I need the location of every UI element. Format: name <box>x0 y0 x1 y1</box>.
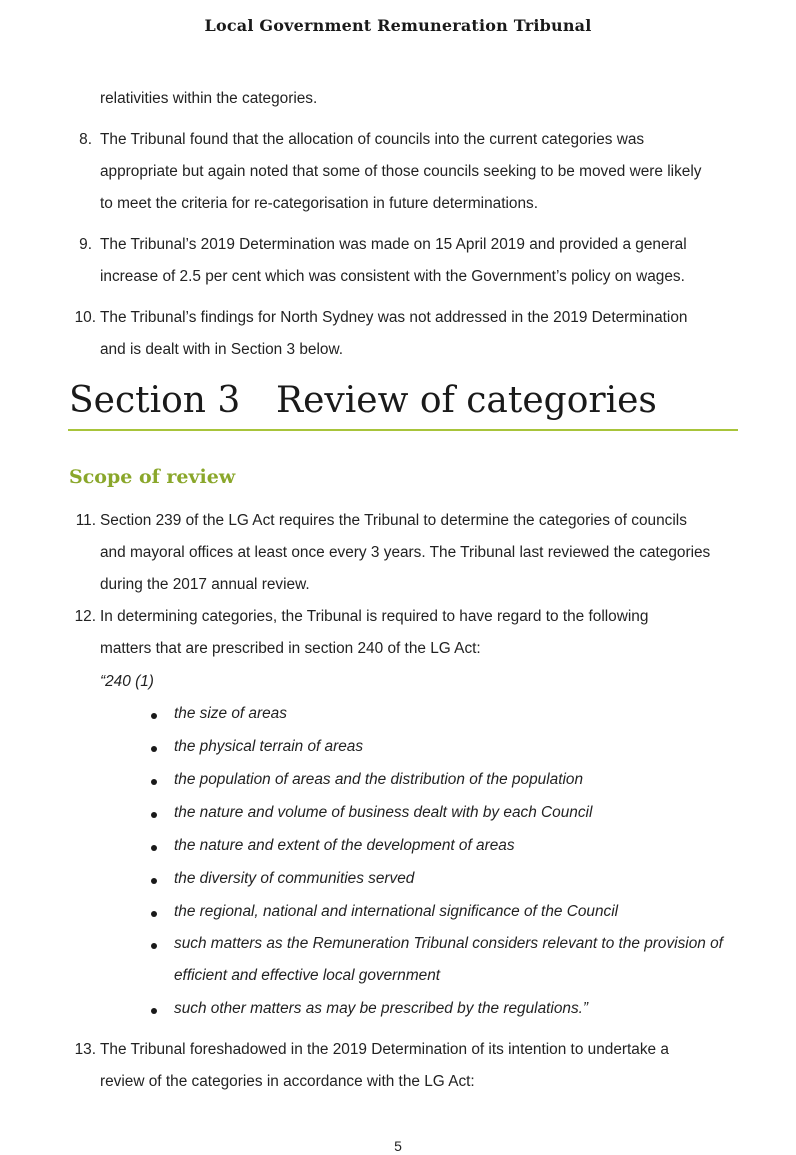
bullet-dot <box>151 812 157 818</box>
paragraph-line: The Tribunal’s findings for North Sydney was not addressed in the 2019 Determination <box>100 309 688 326</box>
section-rule <box>68 429 738 431</box>
paragraph-line: The Tribunal found that the allocation of councils into the current categories was <box>100 131 645 148</box>
paragraph-line: review of the categories in accordance with the LG Act: <box>100 1073 475 1090</box>
bullet-text: such matters as the Remuneration Tribunal considers relevant to the provision of <box>174 935 723 952</box>
bullet-dot <box>151 845 157 851</box>
bullet-text: the nature and extent of the development of areas <box>174 837 515 854</box>
bullet-text: the size of areas <box>174 705 287 722</box>
paragraph-number: 10. <box>74 309 96 326</box>
paragraph-number: 8. <box>79 131 92 148</box>
bullet-dot <box>151 746 157 752</box>
paragraph-line: appropriate but again noted that some of those councils seeking to be moved were likely <box>100 163 702 180</box>
running-header: Local Government Remuneration Tribunal <box>204 16 592 35</box>
paragraph-line: increase of 2.5 per cent which was consistent with the Government’s policy on wages. <box>100 268 685 285</box>
bullet-dot <box>151 878 157 884</box>
quote-intro: “240 (1) <box>100 673 154 690</box>
paragraph-number: 11. <box>75 512 96 529</box>
paragraph-line: and is dealt with in Section 3 below. <box>100 341 343 358</box>
section-number: Section 3 <box>69 380 241 421</box>
bullet-text: efficient and effective local government <box>174 967 441 984</box>
paragraph-number: 9. <box>79 236 92 253</box>
paragraph-line: to meet the criteria for re-categorisation in future determinations. <box>100 195 538 212</box>
section-heading <box>69 380 657 421</box>
bullet-dot <box>151 779 157 785</box>
page-number: 5 <box>394 1138 402 1154</box>
paragraph-line: Section 239 of the LG Act requires the Tribunal to determine the categories of councils <box>100 512 687 529</box>
bullet-dot <box>151 943 157 949</box>
bullet-text: the nature and volume of business dealt with by each Council <box>174 804 593 821</box>
paragraph-number: 12. <box>74 608 96 625</box>
subsection-heading: Scope of review <box>69 466 236 488</box>
bullet-text: such other matters as may be prescribed by the regulations.” <box>174 1000 589 1017</box>
bullet-text: the population of areas and the distribution of the population <box>174 771 584 788</box>
paragraph-number: 13. <box>74 1041 96 1058</box>
bullet-dot <box>151 1008 157 1014</box>
bullet-text: the physical terrain of areas <box>174 738 364 755</box>
paragraph-line: matters that are prescribed in section 240 of the LG Act: <box>100 640 481 657</box>
paragraph-line: and mayoral offices at least once every 3 years. The Tribunal last reviewed the categories <box>100 544 711 561</box>
continuation-text: relativities within the categories. <box>100 90 318 107</box>
paragraph-line: The Tribunal’s 2019 Determination was made on 15 April 2019 and provided a general <box>100 236 687 253</box>
bullet-dot <box>151 713 157 719</box>
paragraph-line: The Tribunal foreshadowed in the 2019 Determination of its intention to undertake a <box>100 1041 669 1058</box>
bullet-dot <box>151 911 157 917</box>
paragraph-line: during the 2017 annual review. <box>100 576 310 593</box>
bullet-text: the regional, national and international significance of the Council <box>174 903 619 920</box>
section-title: Review of categories <box>276 380 657 421</box>
paragraph-line: In determining categories, the Tribunal is required to have regard to the following <box>100 608 649 625</box>
bullet-text: the diversity of communities served <box>174 870 415 887</box>
